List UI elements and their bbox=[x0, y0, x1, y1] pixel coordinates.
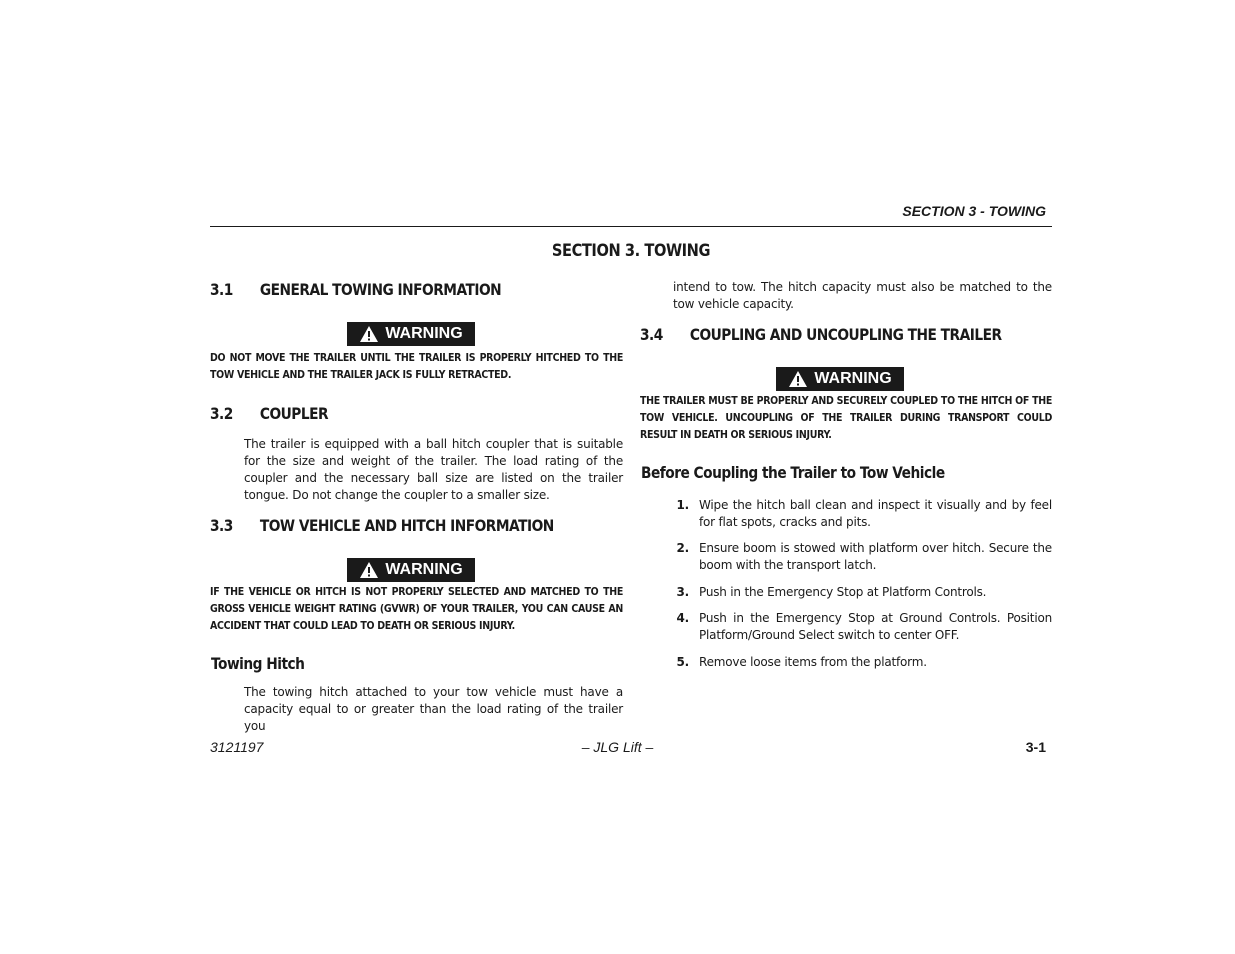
warning-badge bbox=[776, 367, 904, 391]
step-number: 1. bbox=[676, 498, 689, 512]
heading-text: TOW VEHICLE AND HITCH INFORMATION bbox=[259, 516, 554, 535]
heading-number: 3.2 bbox=[210, 404, 233, 423]
list-item bbox=[663, 654, 1052, 671]
heading-number: 3.1 bbox=[210, 280, 233, 299]
step-number: 4. bbox=[676, 611, 689, 625]
warning-label: WARNING bbox=[385, 561, 463, 578]
warning-triangle-icon bbox=[359, 561, 379, 579]
step-number: 2. bbox=[676, 541, 689, 555]
heading-number: 3.3 bbox=[210, 516, 233, 535]
running-header: SECTION 3 - TOWING bbox=[902, 203, 1046, 219]
heading-number: 3.4 bbox=[640, 325, 663, 344]
subheading-towing-hitch: Towing Hitch bbox=[211, 654, 305, 673]
warning-badge bbox=[347, 558, 475, 582]
step-text: Wipe the hitch ball clean and inspect it visually and by feel for flat spots, cracks and pits. bbox=[699, 498, 1052, 529]
step-number: 3. bbox=[676, 585, 689, 599]
warning-triangle-icon bbox=[788, 370, 808, 388]
footer-doc-number: 3121197 bbox=[210, 739, 264, 755]
footer-page-number: 3-1 bbox=[1025, 739, 1046, 755]
warning-label: WARNING bbox=[385, 325, 463, 342]
heading-text: COUPLING AND UNCOUPLING THE TRAILER bbox=[689, 325, 1002, 344]
step-text: Push in the Emergency Stop at Platform Controls. bbox=[699, 585, 987, 599]
step-number: 5. bbox=[676, 655, 689, 669]
towing-hitch-body-b: intend to tow. The hitch capacity must also be matched to the tow vehicle capacity. bbox=[673, 280, 1052, 311]
warning-label: WARNING bbox=[814, 370, 892, 387]
heading-text: GENERAL TOWING INFORMATION bbox=[259, 280, 502, 299]
list-item bbox=[663, 610, 1052, 644]
step-text: Push in the Emergency Stop at Ground Controls. Position Platform/Ground Select switch to center OFF. bbox=[699, 611, 1052, 642]
heading-3-2 bbox=[210, 404, 328, 423]
warning-text-3-3: IF THE VEHICLE OR HITCH IS NOT PROPERLY SELECTED AND MATCHED TO THE GROSS VEHICLE WEIGHT RATING (GVWR) OF YOUR TRAILER, YOU CAN CAUSE AN ACCIDENT THAT COULD LEAD TO DEATH OR SERIOUS INJURY. bbox=[210, 586, 623, 632]
warning-triangle-icon bbox=[359, 325, 379, 343]
heading-3-1 bbox=[210, 280, 501, 299]
heading-text: COUPLER bbox=[259, 404, 329, 423]
list-item bbox=[663, 584, 1052, 601]
list-item bbox=[663, 497, 1052, 531]
towing-hitch-body-a: The towing hitch attached to your tow vehicle must have a capacity equal to or greater than the load rating of the trailer you bbox=[244, 685, 623, 733]
heading-3-4 bbox=[640, 325, 1002, 344]
warning-text-3-1: DO NOT MOVE THE TRAILER UNTIL THE TRAILER IS PROPERLY HITCHED TO THE TOW VEHICLE AND THE TRAILER JACK IS FULLY RETRACTED. bbox=[210, 352, 623, 381]
subheading-before-coupling: Before Coupling the Trailer to Tow Vehicle bbox=[641, 463, 945, 482]
list-item bbox=[663, 540, 1052, 574]
warning-text-3-4: THE TRAILER MUST BE PROPERLY AND SECURELY COUPLED TO THE HITCH OF THE TOW VEHICLE. UNCOUPLING OF THE TRAILER DURING TRANSPORT COULD RESULT IN DEATH OR SERIOUS INJURY. bbox=[640, 395, 1052, 441]
warning-badge bbox=[347, 322, 475, 346]
header-rule bbox=[210, 226, 1052, 227]
section-title: SECTION 3. TOWING bbox=[551, 241, 711, 261]
coupler-body: The trailer is equipped with a ball hitch coupler that is suitable for the size and weight of the trailer. The load rating of the coupler and the necessary ball size are listed on the trailer tongue. Do not change the coupler to a smaller size. bbox=[244, 437, 623, 502]
heading-3-3 bbox=[210, 516, 554, 535]
step-text: Ensure boom is stowed with platform over hitch. Secure the boom with the transport latch. bbox=[699, 541, 1052, 572]
step-text: Remove loose items from the platform. bbox=[699, 655, 927, 669]
footer-center: – JLG Lift – bbox=[581, 739, 654, 755]
